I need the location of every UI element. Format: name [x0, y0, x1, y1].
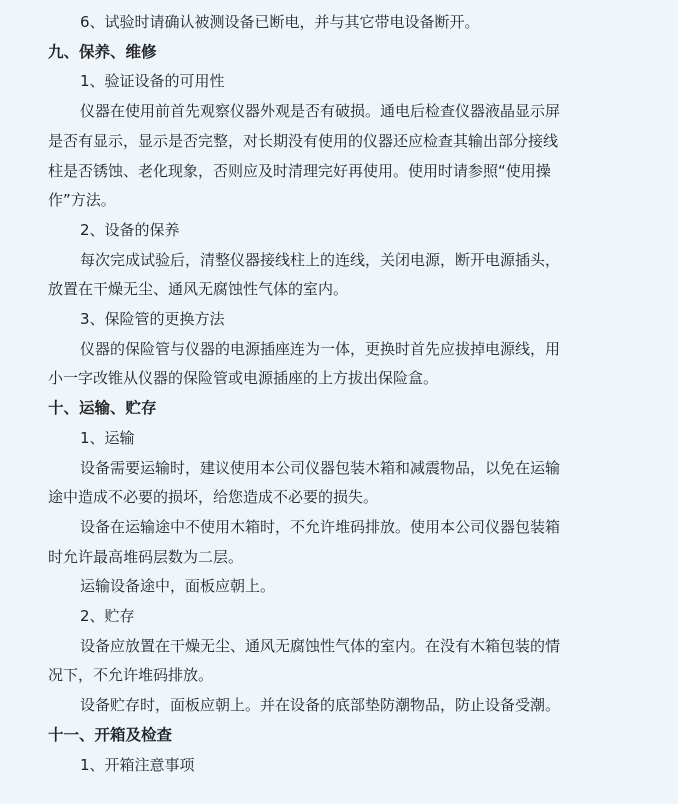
paragraph-line: 运输设备途中，面板应朝上。: [80, 577, 276, 596]
item-line: 6、试验时请确认被测设备已断电，并与其它带电设备断开。: [80, 13, 480, 31]
item-line: 1、验证设备的可用性: [80, 72, 225, 91]
section-heading: 十、运输、贮存: [48, 399, 157, 418]
paragraph-line: 柱是否锈蚀、老化现象，否则应及时清理完好再使用。使用时请参照“使用操: [48, 161, 551, 180]
section-heading: 十一、开箱及检查: [48, 725, 173, 744]
paragraph-line: 况下，不允许堆码排放。: [48, 666, 214, 685]
paragraph-line: 设备在运输途中不使用木箱时，不允许堆码排放。使用本公司仪器包装箱: [80, 517, 561, 536]
item-line: 3、保险管的更换方法: [80, 310, 225, 329]
paragraph-line: 设备应放置在干燥无尘、通风无腐蚀性气体的室内。在没有木箱包装的情: [80, 636, 561, 655]
paragraph-line: 途中造成不必要的损坏，给您造成不必要的损失。: [48, 488, 379, 507]
paragraph-line: 仪器在使用前首先观察仪器外观是否有破损。通电后检查仪器液晶显示屏: [80, 102, 561, 121]
item-line: 1、开箱注意事项: [80, 755, 195, 774]
paragraph-line: 时允许最高堆码层数为二层。: [48, 547, 244, 566]
paragraph-line: 仪器的保险管与仪器的电源插座连为一体，更换时首先应拔掉电源线，用: [80, 339, 561, 358]
paragraph-line: 是否有显示，显示是否完整，对长期没有使用的仪器还应检查其输出部分接线: [48, 131, 559, 150]
item-line: 2、设备的保养: [80, 220, 180, 239]
item-line: 1、运输: [80, 428, 135, 447]
item-line: 2、贮存: [80, 607, 135, 626]
section-heading: 九、保养、维修: [48, 42, 157, 61]
paragraph-line: 设备贮存时，面板应朝上。并在设备的底部垫防潮物品，防止设备受潮。: [80, 696, 561, 715]
paragraph-line: 放置在干燥无尘、通风无腐蚀性气体的室内。: [48, 280, 349, 299]
paragraph-line: 作”方法。: [48, 191, 116, 210]
paragraph-line: 每次完成试验后，清整仪器接线柱上的连线，关闭电源，断开电源插头，: [80, 250, 561, 269]
paragraph-line: 小一字改锥从仪器的保险管或电源插座的上方拔出保险盒。: [48, 369, 439, 388]
paragraph-line: 设备需要运输时，建议使用本公司仪器包装木箱和减震物品，以免在运输: [80, 458, 561, 477]
